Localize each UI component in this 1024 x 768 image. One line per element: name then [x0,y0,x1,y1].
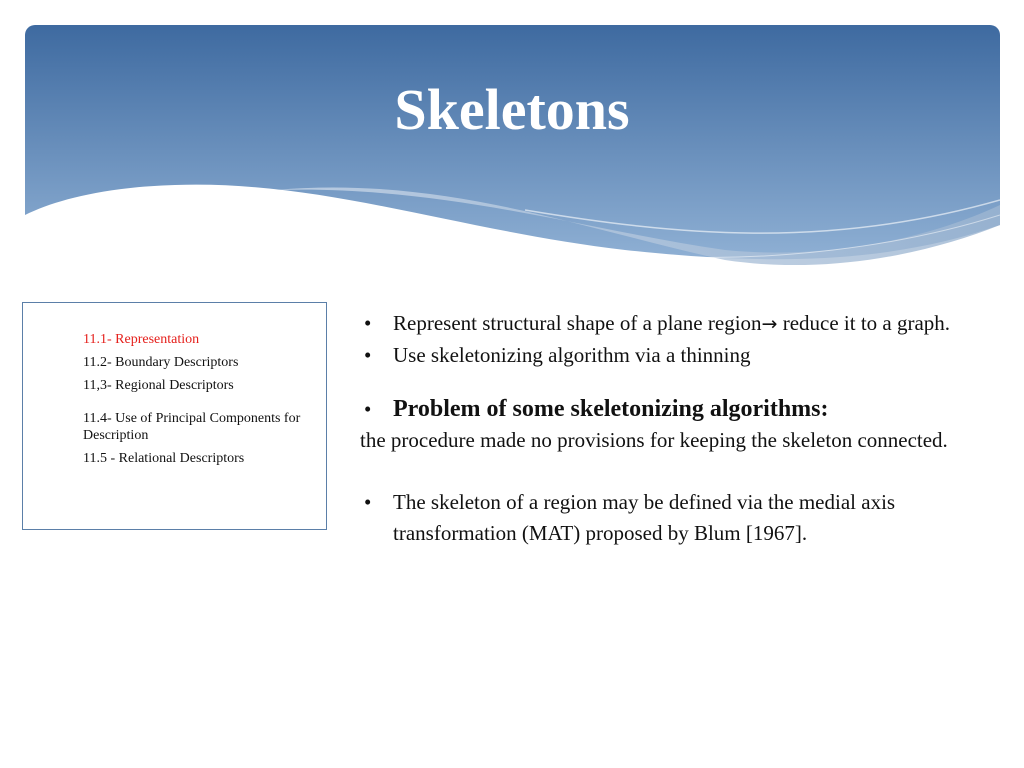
bullet-problem-heading [360,394,975,425]
banner-wave-graphic [25,25,1000,265]
bullet-1-text-after: reduce it to a graph. [777,311,951,335]
problem-body: the procedure made no provisions for keeping the skeleton connected. [360,428,948,452]
toc-item-principal-components[interactable]: 11.4- Use of Principal Components for Description [83,411,301,443]
slide-content [360,308,975,549]
problem-heading: Problem of some skeletonizing algorithms: [393,396,829,422]
bullet-thinning [360,340,975,371]
table-of-contents [22,302,327,530]
toc-item-representation[interactable]: 11.1- Representation [83,332,200,347]
bullet-4-text: The skeleton of a region may be defined via the medial axis transformation (MAT) proposed by Blum [1967]. [393,490,896,545]
title-banner [25,25,1000,265]
spacer [360,456,975,487]
toc-item-relational-descriptors[interactable]: 11.5 - Relational Descriptors [83,451,245,466]
slide-title: Skeletons [394,77,630,142]
bullet-marker: • [364,490,372,514]
bullet-represent-shape [360,308,975,340]
bullet-medial-axis [360,487,975,549]
toc-item-regional-descriptors[interactable]: 11,3- Regional Descriptors [83,378,234,393]
toc-item-boundary-descriptors[interactable]: 11.2- Boundary Descriptors [83,355,239,370]
bullet-marker: • [364,311,372,335]
bullet-marker: • [364,343,372,367]
bullet-marker: • [364,397,372,421]
bullet-2-text: Use skeletonizing algorithm via a thinning [393,343,751,367]
toc-list [83,331,303,473]
arrow-right-icon: → [761,313,778,335]
bullet-1-text: Represent structural shape of a plane region [393,311,762,335]
